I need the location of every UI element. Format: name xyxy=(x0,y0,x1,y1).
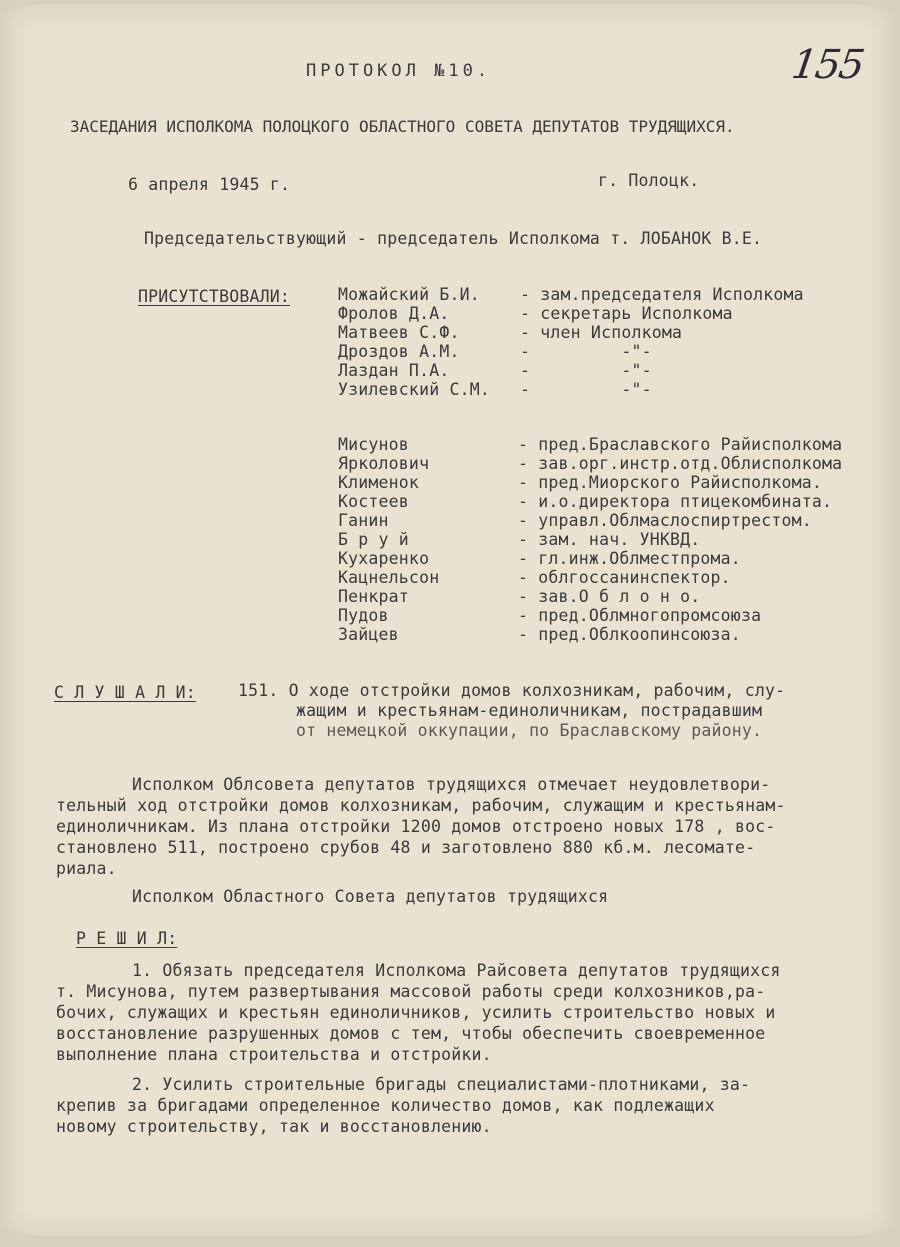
page-number: 155 xyxy=(788,42,866,88)
member-role: - -"- xyxy=(520,361,652,380)
text-line: 1. Обязать председателя Исполкома Райсовета депутатов трудящихся xyxy=(132,961,781,980)
invited-name: Костеев xyxy=(338,492,409,511)
invited-role: - пред.Облмногопромсоюза xyxy=(518,606,762,625)
text-line: т. Мисунова, путем развертывания массовой работы среди колхозников,ра- xyxy=(56,982,766,1001)
heard-label: С Л У Ш А Л И: xyxy=(54,683,196,702)
text-line: выполнение плана строительства и отстройки. xyxy=(56,1045,492,1064)
invited-role: - и.о.директора птицекомбината. xyxy=(518,492,833,511)
invited-name: Ганин xyxy=(338,511,389,530)
invited-name: Зайцев xyxy=(338,625,399,644)
member-role: - секретарь Исполкома xyxy=(520,304,733,323)
member-name: Лаздан П.А. xyxy=(338,361,450,380)
invited-name: Б р у й xyxy=(338,530,409,549)
member-name: Фролов Д.А. xyxy=(338,304,450,323)
member-role: - -"- xyxy=(520,380,652,399)
meeting-date: 6 апреля 1945 г. xyxy=(128,175,291,194)
text-line: становлено 511, построено срубов 48 и заготовлено 880 кб.м. лесомате- xyxy=(56,838,756,857)
member-name: Узилевский С.М. xyxy=(338,380,491,399)
invited-name: Ярколович xyxy=(338,454,430,473)
text-line: единоличникам. Из плана отстройки 1200 домов отстроено новых 178 , вос- xyxy=(56,817,776,836)
protocol-subtitle: ЗАСЕДАНИЯ ИСПОЛКОМА ПОЛОЦКОГО ОБЛАСТНОГО СОВЕТА ДЕПУТАТОВ ТРУДЯЩИХСЯ. xyxy=(70,117,735,136)
agenda-item-line: от немецкой оккупации, по Браславскому району. xyxy=(296,721,763,740)
resolution-body: Исполком Областного Совета депутатов трудящихся xyxy=(132,887,609,906)
member-role: - -"- xyxy=(520,342,652,361)
invited-role: - облгоссанинспектор. xyxy=(518,568,731,587)
text-line: восстановление разрушенных домов с тем, чтобы обеспечить своевременное xyxy=(56,1024,766,1043)
document-page xyxy=(4,4,892,1236)
text-line: бочих, служащих и крестьян единоличников, усилить строительство новых и xyxy=(56,1003,776,1022)
present-label: ПРИСУТСТВОВАЛИ: xyxy=(138,287,291,306)
invited-name: Пудов xyxy=(338,606,389,625)
invited-name: Кухаренко xyxy=(338,549,430,568)
member-name: Матвеев С.Ф. xyxy=(338,323,460,342)
protocol-title: ПРОТОКОЛ №10. xyxy=(306,61,492,81)
invited-role: - зам. нач. УНКВД. xyxy=(518,530,701,549)
invited-role: - зав.орг.инстр.отд.Облисполкома xyxy=(518,454,843,473)
member-role: - зам.председателя Исполкома xyxy=(520,285,804,304)
invited-role: - гл.инж.Облместпрома. xyxy=(518,549,741,568)
text-line: 2. Усилить строительные бригады специалистами-плотниками, за- xyxy=(132,1075,751,1094)
member-name: Можайский Б.И. xyxy=(338,285,480,304)
invited-role: - пред.Миорского Райисполкома. xyxy=(518,473,823,492)
agenda-item-line: жащим и крестьянам-единоличникам, пострадавшим xyxy=(296,701,763,720)
invited-name: Кацнельсон xyxy=(338,568,440,587)
member-role: - член Исполкома xyxy=(520,323,683,342)
chairperson-line: Председательствующий - председатель Исполкома т. ЛОБАНОК В.Е. xyxy=(144,229,763,248)
text-line: риала. xyxy=(56,859,117,878)
invited-role: - пред.Облкоопинсоюза. xyxy=(518,625,741,644)
text-line: новому строительству, так и восстановлению. xyxy=(56,1117,492,1136)
invited-role: - пред.Браславского Райисполкома xyxy=(518,435,843,454)
meeting-place: г. Полоцк. xyxy=(598,171,700,190)
text-line: Исполком Облсовета депутатов трудящихся отмечает неудовлетвори- xyxy=(132,775,771,794)
invited-name: Мисунов xyxy=(338,435,409,454)
member-name: Дроздов А.М. xyxy=(338,342,460,361)
invited-role: - зав.О б л о н о. xyxy=(518,587,701,606)
invited-name: Пенкрат xyxy=(338,587,409,606)
invited-name: Клименок xyxy=(338,473,420,492)
text-line: тельный ход отстройки домов колхозникам, рабочим, служащим и крестьянам- xyxy=(56,796,786,815)
agenda-item-line: 151. О ходе отстройки домов колхозникам, рабочим, слу- xyxy=(238,681,786,700)
invited-role: - управл.Облмаслоспиртрестом. xyxy=(518,511,812,530)
text-line: крепив за бригадами определенное количество домов, как подлежащих xyxy=(56,1096,715,1115)
decided-label: Р Е Ш И Л: xyxy=(76,929,178,948)
